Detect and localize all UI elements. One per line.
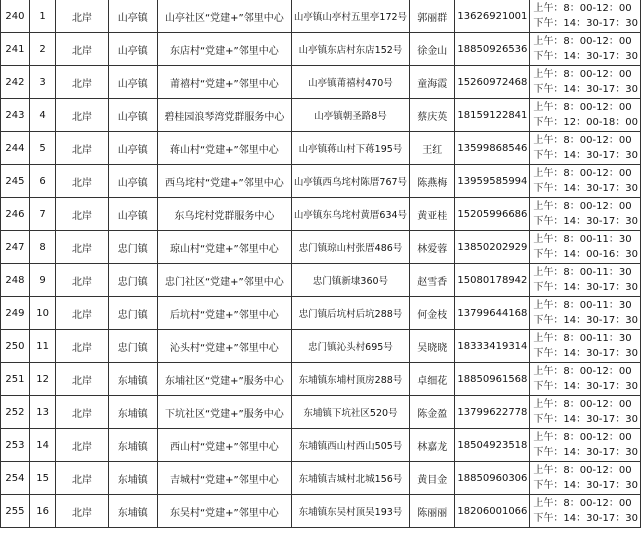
area-cell: 北岸 xyxy=(56,33,108,66)
address-cell: 忠门镇后坑村后坑288号 xyxy=(291,297,409,330)
contact-cell: 陈燕梅 xyxy=(410,165,455,198)
area-cell: 北岸 xyxy=(56,99,108,132)
hours-afternoon: 下午：14：30-17：30 xyxy=(533,84,638,95)
center-name-cell: 东吴村“党建+”邻里中心 xyxy=(157,495,291,528)
seq-cell: 245 xyxy=(1,165,30,198)
seq-cell: 254 xyxy=(1,462,30,495)
center-name-cell: 东店村“党建+”邻里中心 xyxy=(157,33,291,66)
center-name-cell: 下坑社区“党建+”服务中心 xyxy=(157,396,291,429)
phone-cell: 13959585994 xyxy=(455,165,530,198)
hours-morning: 上午：8：00-11：30 xyxy=(533,300,632,311)
number-cell: 3 xyxy=(29,66,55,99)
table-row xyxy=(1,33,641,66)
center-name-cell: 蒋山村“党建+”邻里中心 xyxy=(157,132,291,165)
hours-afternoon: 下午：14：30-17：30 xyxy=(533,51,638,62)
hours-afternoon: 下午：14：30-17：30 xyxy=(533,216,638,227)
number-cell: 14 xyxy=(29,429,55,462)
hours-afternoon: 下午：14：30-17：30 xyxy=(533,282,638,293)
area-cell: 北岸 xyxy=(56,66,108,99)
seq-cell: 255 xyxy=(1,495,30,528)
address-cell: 忠门镇沁头村695号 xyxy=(291,330,409,363)
hours-cell xyxy=(530,330,641,363)
number-cell: 13 xyxy=(29,396,55,429)
address-cell: 东埔镇东吴村顶吴193号 xyxy=(291,495,409,528)
hours-morning: 上午：8：00-12：00 xyxy=(533,3,632,14)
area-cell: 北岸 xyxy=(56,231,108,264)
town-cell: 山亭镇 xyxy=(108,33,157,66)
town-cell: 山亭镇 xyxy=(108,0,157,33)
contact-cell: 陈丽丽 xyxy=(410,495,455,528)
area-cell: 北岸 xyxy=(56,429,108,462)
hours-afternoon: 下午：14：30-17：30 xyxy=(533,414,638,425)
address-cell: 山亭镇东店村东店152号 xyxy=(291,33,409,66)
phone-cell: 15260972468 xyxy=(455,66,530,99)
phone-cell: 15080178942 xyxy=(455,264,530,297)
hours-afternoon: 下午：14：30-17：30 xyxy=(533,513,638,524)
contact-cell: 陈金盈 xyxy=(410,396,455,429)
town-cell: 东埔镇 xyxy=(108,462,157,495)
address-cell: 山亭镇蒋山村下蒋195号 xyxy=(291,132,409,165)
town-cell: 山亭镇 xyxy=(108,66,157,99)
hours-cell xyxy=(530,231,641,264)
center-name-cell: 西乌垞村“党建+”邻里中心 xyxy=(157,165,291,198)
town-cell: 忠门镇 xyxy=(108,264,157,297)
hours-cell xyxy=(530,264,641,297)
table-row xyxy=(1,396,641,429)
contact-cell: 林爱蓉 xyxy=(410,231,455,264)
number-cell: 2 xyxy=(29,33,55,66)
address-cell: 忠门镇新埭360号 xyxy=(291,264,409,297)
phone-cell: 18850960306 xyxy=(455,462,530,495)
hours-afternoon: 下午：14：30-17：30 xyxy=(533,150,638,161)
phone-cell: 18850961568 xyxy=(455,363,530,396)
phone-cell: 13799644168 xyxy=(455,297,530,330)
number-cell: 10 xyxy=(29,297,55,330)
number-cell: 5 xyxy=(29,132,55,165)
town-cell: 东埔镇 xyxy=(108,495,157,528)
number-cell: 15 xyxy=(29,462,55,495)
hours-afternoon: 下午：14：30-17：30 xyxy=(533,381,638,392)
number-cell: 7 xyxy=(29,198,55,231)
town-cell: 山亭镇 xyxy=(108,99,157,132)
table-row xyxy=(1,264,641,297)
table-row xyxy=(1,429,641,462)
hours-morning: 上午：8：00-12：00 xyxy=(533,366,632,377)
hours-cell xyxy=(530,99,641,132)
town-cell: 山亭镇 xyxy=(108,198,157,231)
hours-afternoon: 下午：14：00-16：30 xyxy=(533,249,638,260)
phone-cell: 13799622778 xyxy=(455,396,530,429)
hours-morning: 上午：8：00-12：00 xyxy=(533,102,632,113)
area-cell: 北岸 xyxy=(56,297,108,330)
seq-cell: 251 xyxy=(1,363,30,396)
town-cell: 忠门镇 xyxy=(108,297,157,330)
area-cell: 北岸 xyxy=(56,363,108,396)
contact-cell: 吴晓晓 xyxy=(410,330,455,363)
area-cell: 北岸 xyxy=(56,495,108,528)
table-row xyxy=(1,132,641,165)
contact-cell: 徐金山 xyxy=(410,33,455,66)
hours-morning: 上午：8：00-11：30 xyxy=(533,234,632,245)
center-name-cell: 东乌垞村党群服务中心 xyxy=(157,198,291,231)
seq-cell: 241 xyxy=(1,33,30,66)
contact-cell: 童海霞 xyxy=(410,66,455,99)
seq-cell: 248 xyxy=(1,264,30,297)
area-cell: 北岸 xyxy=(56,132,108,165)
contact-cell: 王红 xyxy=(410,132,455,165)
number-cell: 16 xyxy=(29,495,55,528)
contact-cell: 林嘉龙 xyxy=(410,429,455,462)
table-row xyxy=(1,231,641,264)
phone-cell: 18159122841 xyxy=(455,99,530,132)
seq-cell: 252 xyxy=(1,396,30,429)
number-cell: 1 xyxy=(29,0,55,33)
address-cell: 山亭镇山亭村五里亭172号 xyxy=(291,0,409,33)
table-row xyxy=(1,495,641,528)
hours-afternoon: 下午：14：30-17：30 xyxy=(533,183,638,194)
hours-afternoon: 下午：14：30-17：30 xyxy=(533,18,638,29)
address-cell: 东埔镇吉城村北城156号 xyxy=(291,462,409,495)
hours-cell xyxy=(530,495,641,528)
hours-morning: 上午：8：00-12：00 xyxy=(533,36,632,47)
town-cell: 忠门镇 xyxy=(108,330,157,363)
address-cell: 山亭镇朝圣路8号 xyxy=(291,99,409,132)
hours-afternoon: 下午：14：30-17：30 xyxy=(533,447,638,458)
area-cell: 北岸 xyxy=(56,165,108,198)
hours-morning: 上午：8：00-12：00 xyxy=(533,135,632,146)
table-row xyxy=(1,363,641,396)
number-cell: 6 xyxy=(29,165,55,198)
hours-afternoon: 下午：14：30-17：30 xyxy=(533,480,638,491)
center-name-cell: 碧桂园浪琴湾党群服务中心 xyxy=(157,99,291,132)
hours-cell xyxy=(530,165,641,198)
phone-cell: 18206001066 xyxy=(455,495,530,528)
hours-cell xyxy=(530,198,641,231)
hours-afternoon: 下午：14：30-17：30 xyxy=(533,348,638,359)
phone-cell: 18333419314 xyxy=(455,330,530,363)
number-cell: 4 xyxy=(29,99,55,132)
town-cell: 东埔镇 xyxy=(108,396,157,429)
phone-cell: 18850926536 xyxy=(455,33,530,66)
hours-cell xyxy=(530,0,641,33)
center-name-cell: 吉城村“党建+”邻里中心 xyxy=(157,462,291,495)
address-cell: 山亭镇东乌垞村黄厝634号 xyxy=(291,198,409,231)
number-cell: 8 xyxy=(29,231,55,264)
hours-cell xyxy=(530,33,641,66)
hours-morning: 上午：8：00-12：00 xyxy=(533,432,632,443)
hours-cell xyxy=(530,66,641,99)
seq-cell: 250 xyxy=(1,330,30,363)
seq-cell: 249 xyxy=(1,297,30,330)
hours-morning: 上午：8：00-12：00 xyxy=(533,69,632,80)
address-cell: 东埔镇下坑社区520号 xyxy=(291,396,409,429)
phone-cell: 13599868546 xyxy=(455,132,530,165)
hours-cell xyxy=(530,462,641,495)
seq-cell: 242 xyxy=(1,66,30,99)
address-cell: 东埔镇西山村西山505号 xyxy=(291,429,409,462)
town-cell: 东埔镇 xyxy=(108,429,157,462)
center-name-cell: 忠门社区“党建+”邻里中心 xyxy=(157,264,291,297)
hours-afternoon: 下午：14：30-17：30 xyxy=(533,315,638,326)
hours-afternoon: 下午：12：00-18：00 xyxy=(533,117,638,128)
number-cell: 9 xyxy=(29,264,55,297)
town-cell: 山亭镇 xyxy=(108,132,157,165)
area-cell: 北岸 xyxy=(56,264,108,297)
hours-morning: 上午：8：00-11：30 xyxy=(533,267,632,278)
town-cell: 山亭镇 xyxy=(108,165,157,198)
town-cell: 东埔镇 xyxy=(108,363,157,396)
contact-cell: 黄目金 xyxy=(410,462,455,495)
area-cell: 北岸 xyxy=(56,0,108,33)
seq-cell: 240 xyxy=(1,0,30,33)
seq-cell: 246 xyxy=(1,198,30,231)
phone-cell: 15205996686 xyxy=(455,198,530,231)
phone-cell: 13850202929 xyxy=(455,231,530,264)
table-row xyxy=(1,297,641,330)
area-cell: 北岸 xyxy=(56,462,108,495)
area-cell: 北岸 xyxy=(56,198,108,231)
hours-morning: 上午：8：00-12：00 xyxy=(533,465,632,476)
table-row xyxy=(1,198,641,231)
seq-cell: 243 xyxy=(1,99,30,132)
table-row xyxy=(1,66,641,99)
contact-cell: 卓细花 xyxy=(410,363,455,396)
phone-cell: 13626921001 xyxy=(455,0,530,33)
center-name-cell: 莆禧村“党建+”邻里中心 xyxy=(157,66,291,99)
contact-cell: 蔡庆英 xyxy=(410,99,455,132)
hours-morning: 上午：8：00-12：00 xyxy=(533,399,632,410)
center-name-cell: 沁头村“党建+”邻里中心 xyxy=(157,330,291,363)
hours-cell xyxy=(530,429,641,462)
number-cell: 12 xyxy=(29,363,55,396)
hours-morning: 上午：8：00-12：00 xyxy=(533,168,632,179)
center-name-cell: 后坑村“党建+”邻里中心 xyxy=(157,297,291,330)
area-cell: 北岸 xyxy=(56,330,108,363)
seq-cell: 247 xyxy=(1,231,30,264)
hours-morning: 上午：8：00-12：00 xyxy=(533,201,632,212)
contact-cell: 黄亚桂 xyxy=(410,198,455,231)
address-cell: 山亭镇西乌垞村陈厝767号 xyxy=(291,165,409,198)
contact-cell: 郭丽群 xyxy=(410,0,455,33)
center-name-cell: 琼山村“党建+”邻里中心 xyxy=(157,231,291,264)
address-cell: 山亭镇莆禧村470号 xyxy=(291,66,409,99)
center-name-cell: 西山村“党建+”邻里中心 xyxy=(157,429,291,462)
table-row xyxy=(1,165,641,198)
hours-cell xyxy=(530,132,641,165)
center-name-cell: 山亭社区“党建+”邻里中心 xyxy=(157,0,291,33)
table-body xyxy=(1,0,641,528)
hours-cell xyxy=(530,396,641,429)
center-name-cell: 东埔社区“党建+”服务中心 xyxy=(157,363,291,396)
contact-cell: 何金枝 xyxy=(410,297,455,330)
hours-morning: 上午：8：00-12：00 xyxy=(533,498,632,509)
contact-cell: 赵雪香 xyxy=(410,264,455,297)
table-row xyxy=(1,462,641,495)
address-cell: 忠门镇琼山村张厝486号 xyxy=(291,231,409,264)
hours-cell xyxy=(530,363,641,396)
table-row xyxy=(1,99,641,132)
hours-morning: 上午：8：00-11：30 xyxy=(533,333,632,344)
area-cell: 北岸 xyxy=(56,396,108,429)
seq-cell: 244 xyxy=(1,132,30,165)
phone-cell: 18504923518 xyxy=(455,429,530,462)
number-cell: 11 xyxy=(29,330,55,363)
seq-cell: 253 xyxy=(1,429,30,462)
address-cell: 东埔镇东埔村顶房288号 xyxy=(291,363,409,396)
hours-cell xyxy=(530,297,641,330)
table-row xyxy=(1,0,641,33)
table-row xyxy=(1,330,641,363)
town-cell: 忠门镇 xyxy=(108,231,157,264)
